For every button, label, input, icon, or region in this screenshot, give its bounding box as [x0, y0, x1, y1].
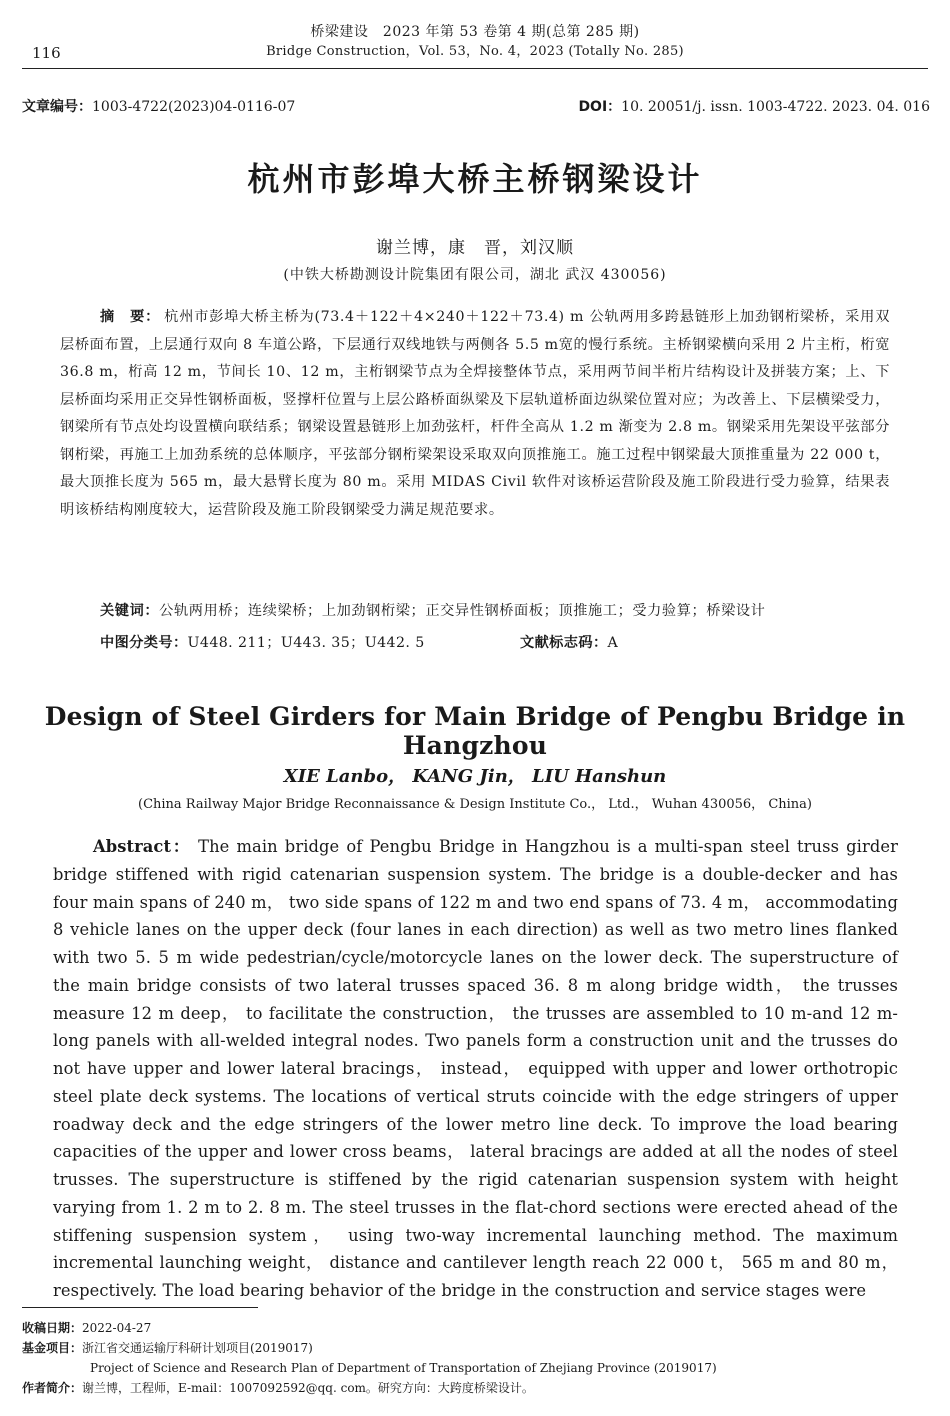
abstract-cn: [60, 304, 890, 524]
article-number-value: 1003-4722(2023)04-0116-07: [92, 99, 296, 115]
footnotes: [22, 1318, 920, 1398]
journal-title-cn: 桥梁建设 2023 年第 53 卷第 4 期(总第 285 期): [310, 24, 640, 40]
journal-title-en: Bridge Construction，Vol. 53，No. 4，2023 (Totally No. 285): [266, 44, 684, 59]
classification-row: [100, 632, 910, 652]
author-bio-label: 作者简介：: [22, 1381, 83, 1395]
article-number-label: 文章编号：: [22, 99, 92, 115]
abstract-en-text: The main bridge of Pengbu Bridge in Hangzhou is a multi-span steel truss girder bridge stiffened with rigid catenarian suspension system. The bridge is a double-decker and has four main spans of 240 m， two side spans of 122 m and two end spans of 73. 4 m， accommodating 8 vehicle lanes on the upper deck (four lanes in each direction) as well as two metro lines flanked with two 5. 5 m wide pedestrian/cycle/motorcycle lanes on the lower deck. The superstructure of the main bridge consists of two lateral trusses spaced 36. 8 m along bridge width， the trusses measure 12 m deep， to facilitate the construction， the trusses are assembled to 10 m-and 12 m-long panels with all-welded integral nodes. Two panels form a construction unit and the trusses do not have upper and lower lateral bracings， instead， equipped with upper and lower orthotropic steel plate deck systems. The locations of vertical struts coincide with the edge stringers of upper roadway deck and the edge stringers of the lower metro line deck. To improve the load bearing capacities of the upper and lower cross beams， lateral bracings are added at all the nodes of steel trusses. The superstructure is stiffened by the rigid catenarian suspension system with height varying from 1. 2 m to 2. 8 m. The steel trusses in the flat-chord sections were erected ahead of the stiffening suspension system， using two-way incremental launching method. The maximum incremental launching weight， distance and cantilever length reach 22 000 t， 565 m and 80 m， respectively. The load bearing behavior of the bridge in the construction and service stages were: [53, 837, 898, 1300]
document-code-label: 文献标志码：: [520, 635, 608, 651]
header-divider: [22, 68, 928, 69]
fund-project: [22, 1338, 920, 1358]
document-code-value: A: [607, 635, 619, 651]
class-code-value: U448. 211；U443. 35；U442. 5: [187, 635, 425, 651]
identifier-row: [22, 96, 930, 118]
doi-label: DOI：: [578, 99, 622, 115]
abstract-en: [53, 833, 898, 1305]
authors-cn: 谢兰博，康 晋，刘汉顺: [376, 238, 574, 258]
received-date-label: 收稿日期：: [22, 1321, 83, 1335]
keywords-cn-text: 公轨两用桥；连续梁桥；上加劲钢桁梁；正交异性钢桥面板；顶推施工；受力验算；桥梁设计: [159, 603, 766, 619]
keywords-cn: [100, 600, 910, 620]
doi: [578, 96, 930, 116]
abstract-cn-text: 杭州市彭埠大桥主桥为(73.4＋122＋4×240＋122＋73.4) m 公轨两用多跨悬链形上加劲钢桁梁桥，采用双层桥面布置，上层通行双向 8 车道公路，下层通行双线地铁与两侧各 5.5 m宽的慢行系统。主桥钢梁横向采用 2 片主桁，桁宽 36.8 m，桁高 12 m，节间长 10、12 m，主桁钢梁节点为全焊接整体节点，采用两节间半桁片结构设计及拼装方案；上、下层桥面均采用正交异性钢桥面板，竖撑杆位置与上层公路桥面纵梁及下层轨道桥面边纵梁位置对应；为改善上、下层横梁受力，钢梁所有节点处均设置横向联结系；钢梁设置悬链形上加劲弦杆，杆件全高从 1.2 m 渐变为 2.8 m。钢梁采用先架设平弦部分钢桁梁，再施工上加劲系统的总体顺序，平弦部分钢桁梁架设采取双向顶推施工。施工过程中钢梁最大顶推重量为 22 000 t，最大顶推长度为 565 m，最大悬臂长度为 80 m。采用 MIDAS Civil 软件对该桥运营阶段及施工阶段进行受力验算，结果表明该桥结构刚度较大，运营阶段及施工阶段钢梁受力满足规范要求。: [60, 309, 890, 518]
received-date-value: 2022-04-27: [82, 1321, 152, 1335]
affiliation-cn: (中铁大桥勘测设计院集团有限公司，湖北 武汉 430056): [283, 267, 667, 283]
author-bio: [22, 1378, 920, 1398]
document-code: [520, 632, 618, 652]
paper-title-cn: 杭州市彭埠大桥主桥钢梁设计: [247, 160, 703, 198]
article-number: [22, 96, 295, 116]
abstract-cn-label: 摘 要：: [100, 309, 161, 325]
paper-title-en: Design of Steel Girders for Main Bridge of Pengbu Bridge in Hangzhou: [44, 702, 906, 760]
authors-en: XIE Lanbo， KANG Jin， LIU Hanshun: [283, 766, 667, 787]
fund-project-label: 基金项目：: [22, 1341, 83, 1355]
keywords-cn-label: 关键词：: [100, 603, 160, 619]
page-number: 116: [32, 44, 61, 62]
received-date: [22, 1318, 920, 1338]
running-header: [0, 22, 950, 62]
fund-project-cn: 浙江省交通运输厅科研计划项目(2019017): [82, 1341, 313, 1355]
affiliation-en: (China Railway Major Bridge Reconnaissance & Design Institute Co.， Ltd.， Wuhan 430056， China): [138, 797, 812, 812]
author-bio-text: 谢兰博，工程师，E-mail：1007092592@qq. com。研究方向：大跨度桥梁设计。: [82, 1381, 534, 1395]
doi-value: 10. 20051/j. issn. 1003-4722. 2023. 04. 016: [621, 99, 930, 115]
abstract-en-label: Abstract：: [93, 837, 192, 856]
footnote-divider: [22, 1307, 258, 1308]
class-code-label: 中图分类号：: [100, 635, 188, 651]
fund-project-en: Project of Science and Research Plan of Department of Transportation of Zhejiang Province (2019017): [90, 1361, 717, 1375]
